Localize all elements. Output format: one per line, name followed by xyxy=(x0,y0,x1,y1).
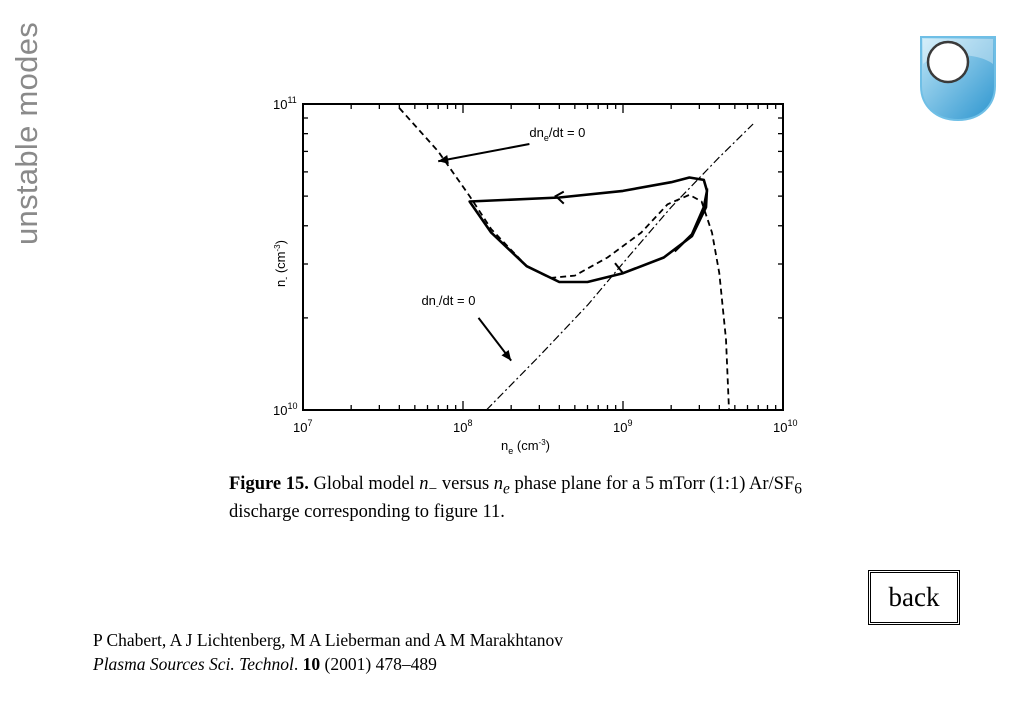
caption-text: versus xyxy=(437,474,494,494)
citation-volume: 10 xyxy=(302,654,321,674)
y-axis-label: $n_-$ $(cm^{-3})$ xyxy=(273,240,291,287)
caption-var: n xyxy=(419,474,429,494)
figure-label: Figure 15. xyxy=(229,474,309,494)
side-title xyxy=(0,0,47,260)
annotation-arrow-head xyxy=(502,350,512,361)
side-title-text: unstable modes xyxy=(9,21,44,245)
phase-plane-chart xyxy=(250,90,810,460)
series-solid-line xyxy=(470,178,707,283)
y-tick-label: $10^{11}$ xyxy=(273,95,297,112)
x-tick-label: $10^9$ xyxy=(613,418,633,435)
plot-frame xyxy=(303,104,783,410)
x-tick-label: $10^7$ xyxy=(293,418,313,435)
citation-reference xyxy=(93,652,563,676)
citation xyxy=(93,628,563,676)
annotation-arrow-line xyxy=(438,144,529,161)
caption-sub: − xyxy=(428,480,438,498)
x-axis-label: $n_e$ $(cm^{-3})$ xyxy=(501,438,550,455)
back-button[interactable]: back xyxy=(868,570,960,625)
citation-journal: Plasma Sources Sci. Technol xyxy=(93,654,294,674)
caption-text: phase plane for a 5 mTorr (1:1) Ar/SF xyxy=(509,474,795,494)
citation-pages: (2001) 478–489 xyxy=(320,654,437,674)
caption-sub: 6 xyxy=(794,480,802,498)
y-tick-label: $10^{10}$ xyxy=(273,401,298,418)
caption-text: discharge corresponding to figure 11. xyxy=(229,501,505,522)
caption-var: n xyxy=(493,474,504,494)
caption-sub: e xyxy=(503,480,510,498)
citation-sep: . xyxy=(293,654,303,674)
annotation-label: $dn_-/dt = 0$ xyxy=(421,293,476,312)
university-logo-icon xyxy=(918,34,998,124)
x-tick-label: $10^8$ xyxy=(453,418,473,435)
annotation-arrow-head xyxy=(438,155,449,164)
caption-text: Global model xyxy=(313,474,420,494)
series-dashed-line xyxy=(399,108,729,410)
citation-authors: P Chabert, A J Lichtenberg, M A Lieberman and A M Marakhtanov xyxy=(93,630,563,650)
figure-caption xyxy=(229,473,829,523)
annotation-label: $dn_e/dt = 0$ xyxy=(529,125,586,144)
x-tick-label: $10^{10}$ xyxy=(773,418,798,435)
